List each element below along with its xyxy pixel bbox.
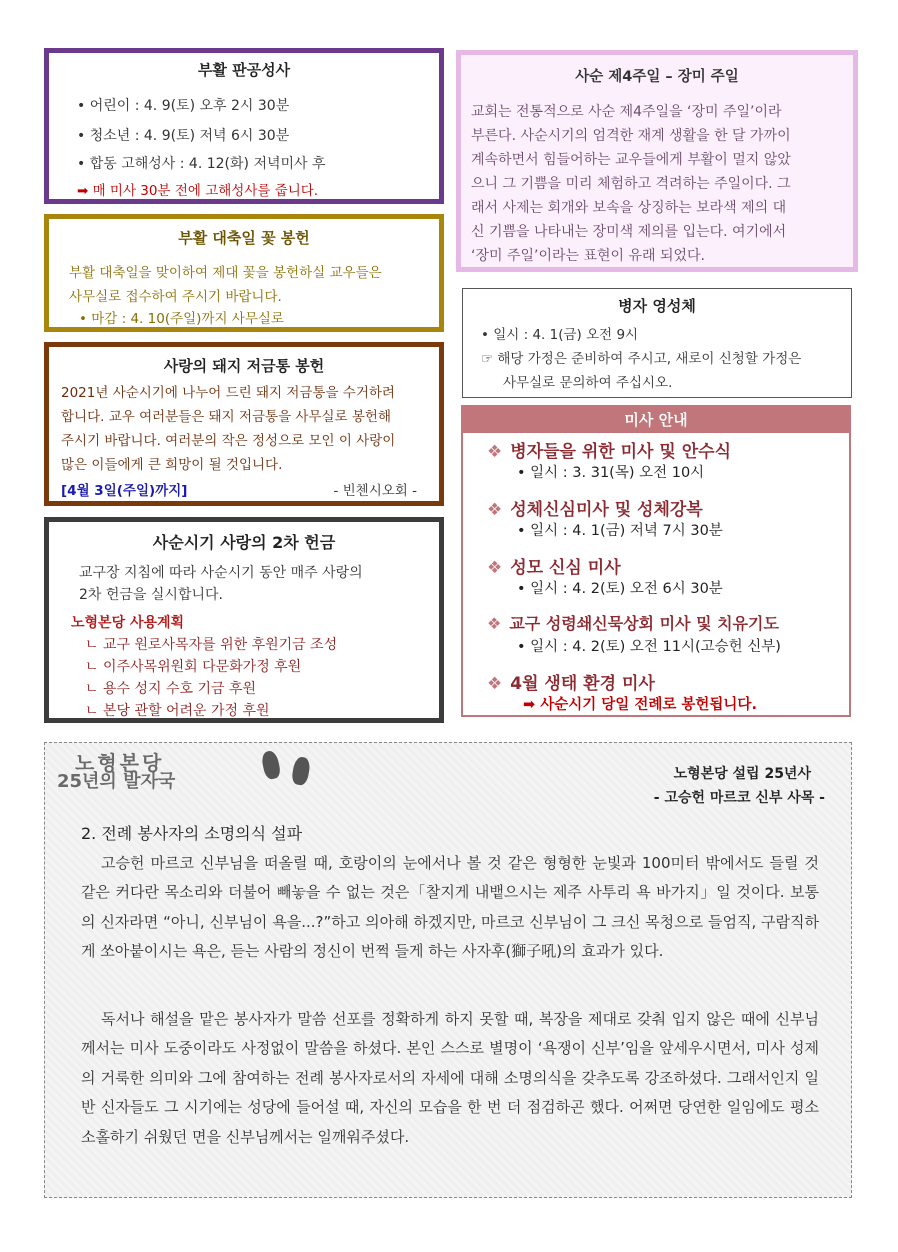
mass-item-detail: • 일시 : 4. 1(금) 저녁 7시 30분 — [517, 523, 723, 539]
mass-item-title — [487, 495, 703, 520]
article-subtitle: 노형본당 설립 25년사 — [673, 766, 811, 782]
confession-title: 부활 판공성사 — [197, 61, 291, 79]
mass-guide-box — [461, 405, 851, 717]
lent-plan-item: ㄴ 교구 원로사목자를 위한 후원기금 조성 — [85, 637, 338, 653]
mass-item-title — [487, 437, 731, 462]
mass-item-detail: • 일시 : 4. 2(토) 오전 11시(고승헌 신부) — [517, 639, 781, 655]
flower-offering-line: 부활 대축일을 맞이하여 제대 꽃을 봉헌하실 교우들은 — [69, 265, 382, 281]
mass-item-detail: • 일시 : 4. 2(토) 오전 6시 30분 — [517, 581, 723, 597]
mass-item-title-text: 성모 신심 미사 — [510, 558, 621, 578]
article-author: - 고승헌 마르코 신부 사목 - — [653, 790, 825, 806]
rose-sunday-line: 으니 그 기쁨을 미리 체험하고 격려하는 주일이다. 그 — [471, 176, 791, 192]
confession-item: • 합동 고해성사 : 4. 12(화) 저녁미사 후 — [77, 156, 326, 172]
lent-collection-line: 교구장 지침에 따라 사순시기 동안 매주 사랑의 — [79, 565, 363, 581]
rose-sunday-title: 사순 제4주일 – 장미 주일 — [575, 69, 739, 85]
lent-plan-title: 노형본당 사용계획 — [71, 615, 185, 631]
lent-plan-item: ㄴ 용수 성지 수호 기금 후원 — [85, 681, 257, 697]
mass-item-title — [487, 669, 655, 694]
lent-collection-box — [44, 517, 444, 723]
rose-sunday-line: 신 기쁨을 나타내는 장미색 제의를 입는다. 여기에서 — [471, 224, 787, 240]
sick-communion-note: 사무실로 문의하여 주십시오. — [503, 375, 673, 391]
diamond-bullet-icon: ❖ — [487, 500, 503, 520]
mass-item-title — [487, 553, 621, 578]
history-article — [44, 742, 852, 1198]
article-paragraph: 독서나 해설을 맡은 봉사자가 말씀 선포를 정확하게 하지 못할 때, 복장을 제대로 갖춰 입지 않은 때에 신부님께서는 미사 도중이라도 사정없이 말씀을 하셨다. 본인 스스로 별명이 ‘욕쟁이 신부’임을 앞세우시면서, 미사 성제의 거룩한 의미와 그에 참여하는 전례 봉사자로서의 자세에 대해 소명의식을 갖추도록 강조하셨다. 그래서인지 일반 신자들도 그 시기에는 성당에 들어설 때, 자신의 모습을 한 번 더 점검하곤 했다. 어쩌면 당연한 일임에도 평소 소홀하기 쉬웠던 면을 신부님께서는 일깨워주셨다. — [81, 1010, 819, 1146]
mass-item-title — [487, 611, 779, 634]
flower-offering-deadline: • 마감 : 4. 10(주일)까지 사무실로 — [79, 311, 284, 327]
rose-sunday-line: 교회는 전통적으로 사순 제4주일을 ‘장미 주일’이라 — [471, 104, 782, 120]
lent-plan-item: ㄴ 이주사목위원회 다문화가정 후원 — [85, 659, 302, 675]
confession-item: • 청소년 : 4. 9(토) 저녁 6시 30분 — [77, 128, 290, 144]
piggy-bank-org: - 빈첸시오회 - — [333, 483, 417, 499]
lent-collection-title: 사순시기 사랑의 2차 헌금 — [152, 533, 336, 552]
mass-item-detail: ➡ 사순시기 당일 전례로 봉헌됩니다. — [523, 697, 757, 713]
diamond-bullet-icon: ❖ — [487, 442, 503, 462]
lent-plan-item: ㄴ 본당 관할 어려운 가정 후원 — [85, 703, 270, 719]
article-heading: 2. 전례 봉사자의 소명의식 설파 — [81, 824, 303, 843]
flower-offering-line: 사무실로 접수하여 주시기 바랍니다. — [69, 289, 282, 305]
rose-sunday-line: ‘장미 주일’이라는 표현이 유래 되었다. — [471, 248, 706, 264]
mass-item-title-text: 교구 성령쇄신묵상회 미사 및 치유기도 — [509, 614, 779, 633]
piggy-bank-date: [4월 3일(주일)까지] — [61, 483, 188, 499]
rose-sunday-line: 부른다. 사순시기의 엄격한 재계 생활을 한 달 가까이 — [471, 128, 791, 144]
mass-guide-header: 미사 안내 — [463, 407, 849, 433]
sick-communion-note: ☞ 해당 가정은 준비하여 주시고, 새로이 신청할 가정은 — [481, 351, 802, 367]
sick-communion-box — [462, 288, 852, 398]
rose-sunday-box — [456, 50, 858, 272]
piggy-bank-line: 합니다. 교우 여러분들은 돼지 저금통을 사무실로 봉헌해 — [61, 409, 391, 425]
flower-offering-box — [44, 214, 444, 332]
article-paragraph: 고승헌 마르코 신부님을 떠올릴 때, 호랑이의 눈에서나 볼 것 같은 형형한 눈빛과 100미터 밖에서도 들릴 것 같은 커다란 목소리와 더불어 빼놓을 수 없는 것은「찰지게 내뱉으시는 제주 사투리 욕 바가지」일 것이다. 보통의 신자라면 “아니, 신부님이 욕을...?”하고 의아해 하겠지만, 마르코 신부님이 그 크신 목청으로 들엄직, 구람직하게 쏘아붙이시는 욕은, 듣는 사람의 정신이 번쩍 들게 하는 사자후(獅子吼)의 효과가 있다. — [81, 854, 819, 961]
footprint-icon — [291, 756, 312, 786]
flower-offering-title: 부활 대축일 꽃 봉헌 — [178, 229, 310, 247]
rose-sunday-line: 래서 사제는 회개와 보속을 상징하는 보라색 제의 대 — [471, 200, 787, 216]
footprint-icon — [260, 750, 281, 781]
mass-item-detail: • 일시 : 3. 31(목) 오전 10시 — [517, 465, 705, 481]
lent-collection-line: 2차 헌금을 실시합니다. — [79, 587, 223, 603]
piggy-bank-line: 주시기 바랍니다. 여러분의 작은 정성으로 모인 이 사랑이 — [61, 433, 396, 449]
sick-communion-date: • 일시 : 4. 1(금) 오전 9시 — [481, 327, 639, 343]
mass-item-title-text: 4월 생태 환경 미사 — [510, 674, 655, 694]
piggy-bank-box — [44, 342, 444, 506]
diamond-bullet-icon: ❖ — [487, 558, 503, 578]
piggy-bank-title: 사랑의 돼지 저금통 봉헌 — [163, 357, 325, 375]
rose-sunday-line: 계속하면서 힘들어하는 교우들에게 부활이 멀지 않았 — [471, 152, 791, 168]
confession-note: ➡ 매 미사 30분 전에 고해성사를 줍니다. — [77, 183, 319, 199]
diamond-bullet-icon: ❖ — [487, 614, 502, 633]
confession-box — [44, 48, 444, 204]
logo-line1: 노형본당 — [75, 751, 165, 775]
diamond-bullet-icon: ❖ — [487, 674, 503, 694]
logo-line2: 25년의 발자국 — [57, 771, 176, 792]
confession-item: • 어린이 : 4. 9(토) 오후 2시 30분 — [77, 98, 290, 114]
sick-communion-title: 병자 영성체 — [618, 297, 696, 315]
mass-item-title-text: 성체신심미사 및 성체강복 — [510, 500, 703, 520]
piggy-bank-line: 많은 이들에게 큰 희망이 될 것입니다. — [61, 457, 283, 473]
mass-item-title-text: 병자들을 위한 미사 및 안수식 — [510, 442, 731, 462]
piggy-bank-line: 2021년 사순시기에 나누어 드린 돼지 저금통을 수거하려 — [61, 385, 395, 401]
